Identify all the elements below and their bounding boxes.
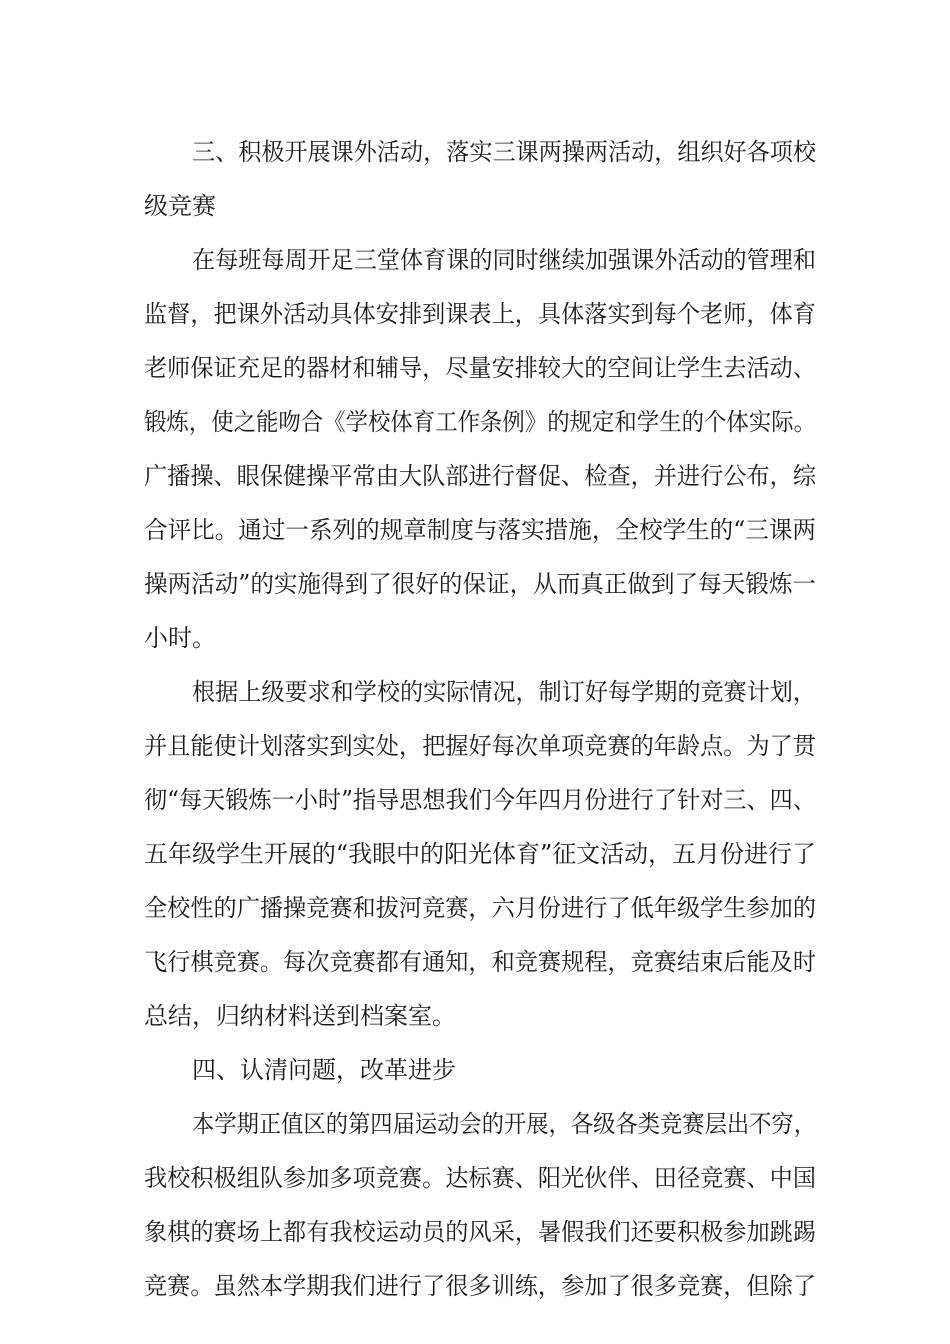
text-line <box>144 773 816 827</box>
text-line <box>144 449 816 503</box>
text-line-content: 在每班每周开足三堂体育课的同时继续加强课外活动的管理和 <box>192 246 816 274</box>
text-line-content: 根据上级要求和学校的实际情况，制订好每学期的竞赛计划， <box>192 678 816 706</box>
text-line <box>144 1097 816 1151</box>
text-line-content: 小时。 <box>144 624 216 652</box>
text-line-content: 监督，把课外活动具体安排到课表上，具体落实到每个老师，体育 <box>144 300 816 328</box>
text-line <box>144 719 816 773</box>
text-line <box>144 503 816 557</box>
text-line <box>144 287 816 341</box>
text-line <box>144 611 816 665</box>
text-line-content: 操两活动”的实施得到了很好的保证，从而真正做到了每天锻炼一 <box>144 570 816 598</box>
text-line-content: 全校性的广播操竞赛和拔河竞赛，六月份进行了低年级学生参加的 <box>144 894 816 922</box>
text-line-content: 锻炼，使之能吻合《学校体育工作条例》的规定和学生的个体实际。 <box>144 408 816 436</box>
text-line-content: 四、认清问题，改革进步 <box>192 1056 456 1084</box>
text-line <box>144 665 816 719</box>
text-line-content: 总结，归纳材料送到档案室。 <box>144 1002 456 1030</box>
text-line-content: 象棋的赛场上都有我校运动员的风采，暑假我们还要积极参加跳踢 <box>144 1218 816 1246</box>
text-line <box>144 233 816 287</box>
text-line <box>144 557 816 611</box>
text-line <box>144 881 816 935</box>
text-line <box>144 179 816 233</box>
document-body <box>144 125 816 1313</box>
text-line-content: 级竞赛 <box>144 192 216 220</box>
text-line <box>144 1151 816 1205</box>
text-line-content: 五年级学生开展的“我眼中的阳光体育”征文活动，五月份进行了 <box>144 840 816 868</box>
text-line <box>144 827 816 881</box>
text-line-content: 飞行棋竞赛。每次竞赛都有通知，和竞赛规程，竞赛结束后能及时 <box>144 948 816 976</box>
text-line <box>144 341 816 395</box>
text-line <box>144 395 816 449</box>
text-line-content: 本学期正值区的第四届运动会的开展，各级各类竞赛层出不穷， <box>192 1110 816 1138</box>
text-line-content: 彻“每天锻炼一小时”指导思想我们今年四月份进行了针对三、四、 <box>144 786 816 814</box>
text-line-content: 我校积极组队参加多项竞赛。达标赛、阳光伙伴、田径竞赛、中国 <box>144 1164 816 1192</box>
text-line-content: 竞赛。虽然本学期我们进行了很多训练，参加了很多竞赛，但除了 <box>144 1272 816 1300</box>
text-line <box>144 1205 816 1259</box>
text-line <box>144 1259 816 1313</box>
text-line <box>144 935 816 989</box>
text-line <box>144 989 816 1043</box>
text-line-content: 老师保证充足的器材和辅导，尽量安排较大的空间让学生去活动、 <box>144 354 816 382</box>
text-line-content: 并且能使计划落实到实处，把握好每次单项竞赛的年龄点。为了贯 <box>144 732 816 760</box>
text-line <box>144 125 816 179</box>
text-line-content: 合评比。通过一系列的规章制度与落实措施，全校学生的“三课两 <box>144 516 816 544</box>
text-line-content: 广播操、眼保健操平常由大队部进行督促、检查，并进行公布，综 <box>144 462 816 490</box>
text-line <box>144 1043 816 1097</box>
text-line-content: 三、积极开展课外活动，落实三课两操两活动，组织好各项校 <box>192 138 816 166</box>
